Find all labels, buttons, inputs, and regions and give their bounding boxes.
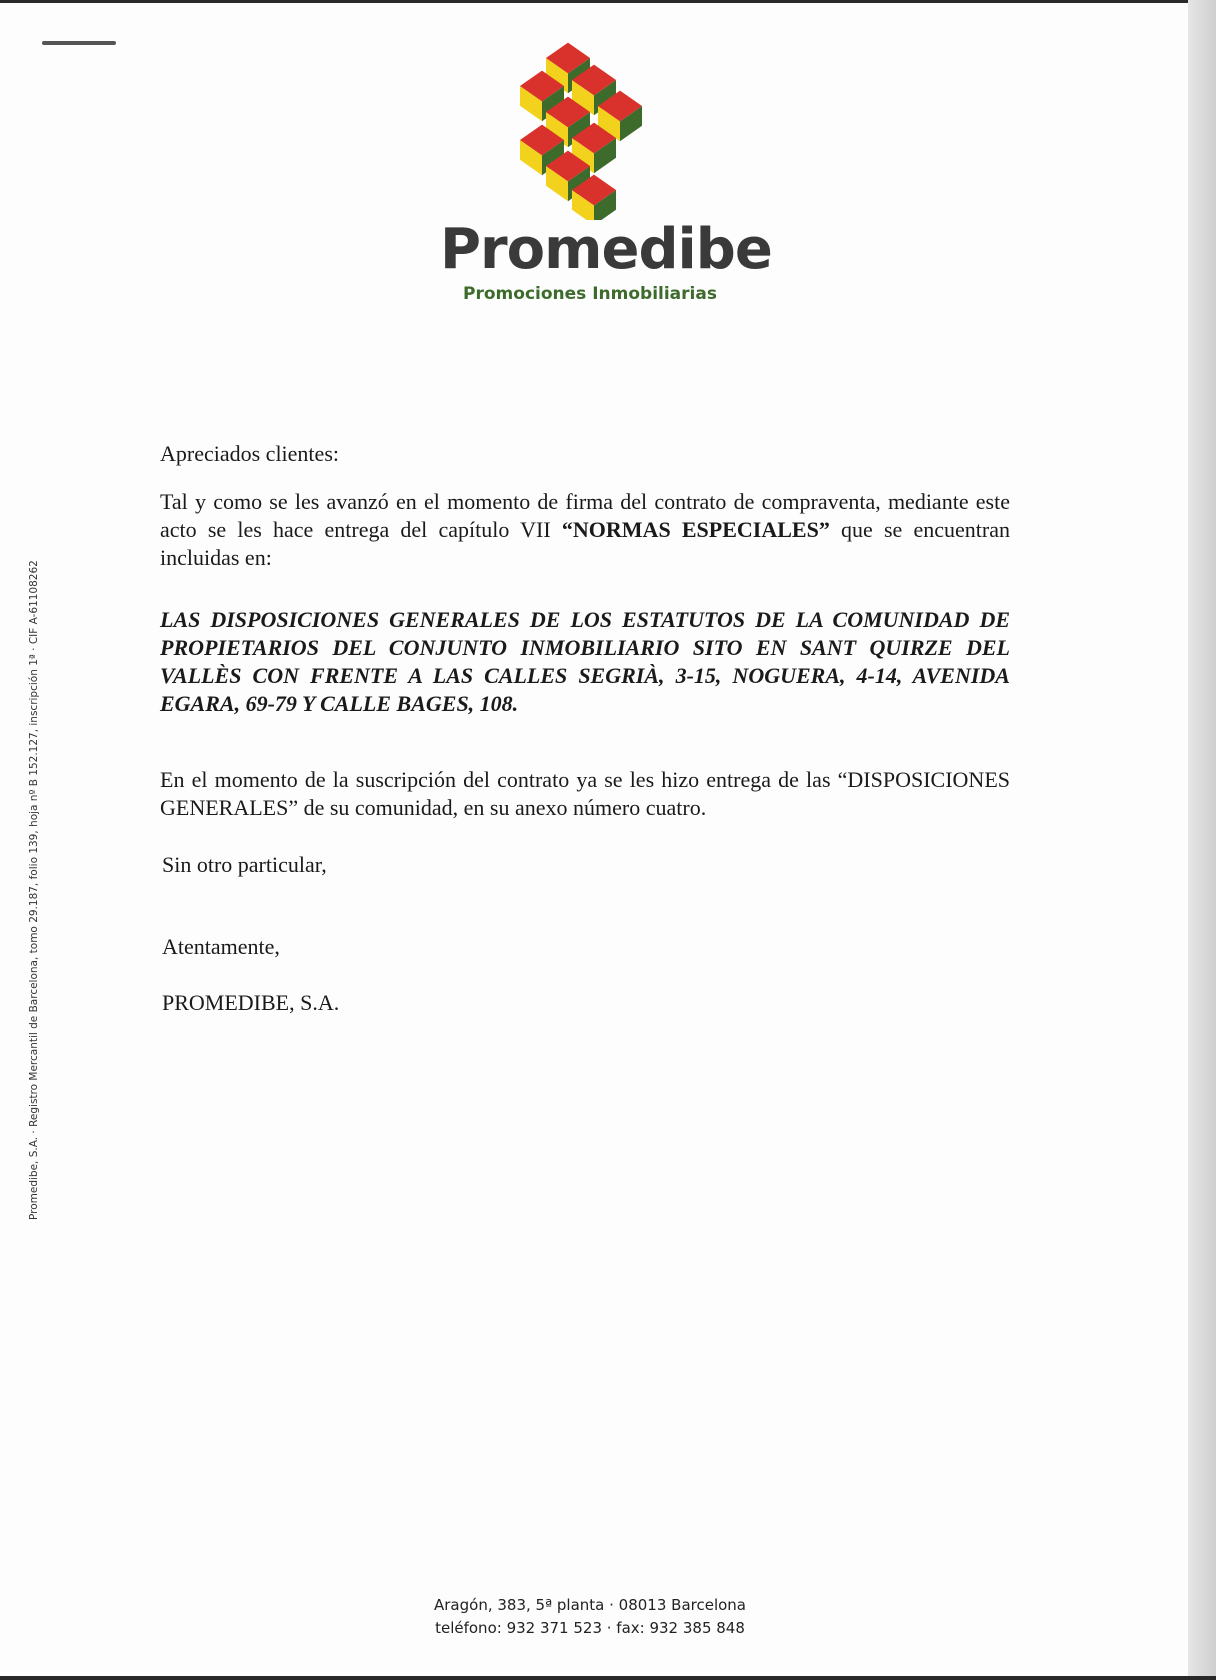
brand-name: Promedibe bbox=[440, 217, 772, 282]
closing-line: Sin otro particular, bbox=[162, 852, 327, 877]
intro-paragraph bbox=[160, 488, 1010, 572]
cube-blocks-logo-icon bbox=[490, 40, 690, 220]
footer-contact: teléfono: 932 371 523 · fax: 932 385 848 bbox=[435, 1619, 745, 1637]
side-legal-text: Promedibe, S.A. · Registro Mercantil de Barcelona, tomo 29.187, folio 139, hoja nº B 152.127, inscripción 1ª · CIF A-61108262 bbox=[28, 560, 40, 1220]
company-logo bbox=[440, 40, 772, 320]
emphasis-paragraph: LAS DISPOSICIONES GENERALES DE LOS ESTATUTOS DE LA COMUNIDAD DE PROPIETARIOS DEL CONJUNTO INMOBILIARIO SITO EN SANT QUIRZE DEL VALLÈS CON FRENTE A LAS CALLES SEGRIÀ, 3-15, NOGUERA, 4-14, AVENIDA EGARA, 69-79 Y CALLE BAGES, 108. bbox=[160, 607, 1010, 716]
scan-edge-right bbox=[1188, 0, 1216, 1680]
salutation: Apreciados clientes: bbox=[160, 441, 339, 466]
scan-edge-bottom bbox=[0, 1676, 1216, 1680]
brand-tagline: Promociones Inmobiliarias bbox=[463, 284, 717, 304]
intro-text: Tal y como se les avanzó en el momento de firma del contrato de compraventa, mediante este acto se les hace entrega del capítulo VII bbox=[160, 489, 1010, 542]
scan-edge-top bbox=[0, 0, 1216, 3]
delivery-paragraph: En el momento de la suscripción del contrato ya se les hizo entrega de las “DISPOSICIONES GENERALES” de su comunidad, en su anexo número cuatro. bbox=[160, 767, 1010, 820]
signature: PROMEDIBE, S.A. bbox=[162, 990, 340, 1015]
signoff: Atentamente, bbox=[162, 934, 280, 959]
chapter-title: “NORMAS ESPECIALES” bbox=[561, 517, 830, 542]
letter-footer bbox=[380, 1594, 800, 1640]
staple-mark bbox=[42, 41, 116, 45]
letter-body bbox=[160, 440, 1010, 718]
footer-address: Aragón, 383, 5ª planta · 08013 Barcelona bbox=[434, 1596, 746, 1614]
intro-text-end: que se encuentran incluidas en: bbox=[160, 517, 1011, 570]
